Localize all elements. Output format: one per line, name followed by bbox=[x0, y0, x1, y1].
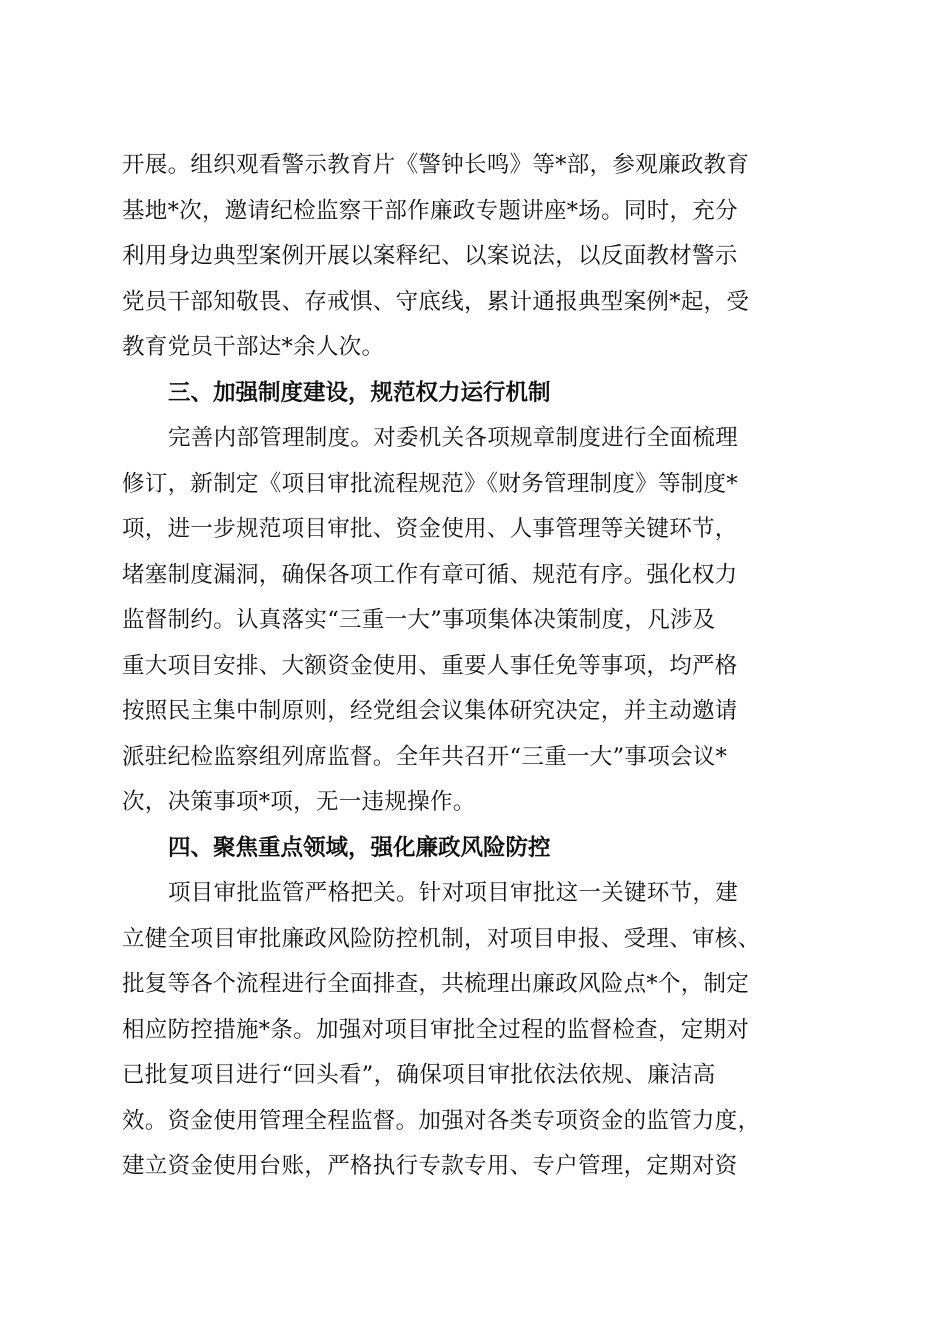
body-text-line: 已批复项目进行“回头看”，确保项目审批依法依规、廉洁高 bbox=[122, 1062, 716, 1088]
document-body bbox=[122, 143, 832, 1190]
body-text-line: 基地*次，邀请纪检监察干部作廉政专题讲座*场。同时，充分 bbox=[122, 197, 738, 224]
body-text-line: 相应防控措施*条。加强对项目审批全过程的监督检查，定期对 bbox=[122, 1016, 750, 1043]
body-text-line: 项，进一步规范项目审批、资金使用、人事管理等关键环节， bbox=[122, 516, 738, 542]
paragraph-start-line: 项目审批监管严格把关。针对项目审批这一关键环节，建 bbox=[168, 880, 739, 906]
body-text-line: 效。资金使用管理全程监督。加强对各类专项资金的监管力度， bbox=[122, 1107, 761, 1134]
paragraph-start-line: 完善内部管理制度。对委机关各项规章制度进行全面梳理 bbox=[168, 425, 739, 451]
body-text-line: 批复等各个流程进行全面排查，共梳理出廉政风险点*个，制定 bbox=[122, 971, 750, 997]
section-heading-3: 三、加强制度建设，规范权力运行机制 bbox=[168, 379, 551, 406]
body-text-line: 教育党员干部达*余人次。 bbox=[122, 334, 385, 360]
body-text-line: 派驻纪检监察组列席监督。全年共召开“三重一大”事项会议* bbox=[122, 743, 728, 770]
body-text-line: 次，决策事项*项，无一违规操作。 bbox=[122, 789, 476, 815]
body-text-line: 按照民主集中制原则，经党组会议集体研究决定，并主动邀请 bbox=[122, 698, 738, 724]
body-text-line: 立健全项目审批廉政风险防控机制，对项目申报、受理、审核、 bbox=[122, 925, 761, 952]
body-text-line: 党员干部知敬畏、存戒惧、守底线，累计通报典型案例*起，受 bbox=[122, 288, 750, 315]
body-text-line: 开展。组织观看警示教育片《警钟长鸣》等*部，参观廉政教育 bbox=[122, 152, 750, 178]
body-text-line: 监督制约。认真落实“三重一大”事项集体决策制度，凡涉及 bbox=[122, 607, 716, 633]
body-text-line: 重大项目安排、大额资金使用、重要人事任免等事项，均严格 bbox=[122, 652, 738, 679]
body-text-line: 利用身边典型案例开展以案释纪、以案说法，以反面教材警示 bbox=[122, 243, 738, 269]
section-heading-4: 四、聚焦重点领域，强化廉政风险防控 bbox=[168, 834, 551, 861]
body-text-line: 修订，新制定《项目审批流程规范》《财务管理制度》等制度* bbox=[122, 470, 738, 497]
body-text-line: 堵塞制度漏洞，确保各项工作有章可循、规范有序。强化权力 bbox=[122, 561, 738, 588]
body-text-line: 建立资金使用台账，严格执行专款专用、专户管理，定期对资 bbox=[122, 1153, 738, 1179]
